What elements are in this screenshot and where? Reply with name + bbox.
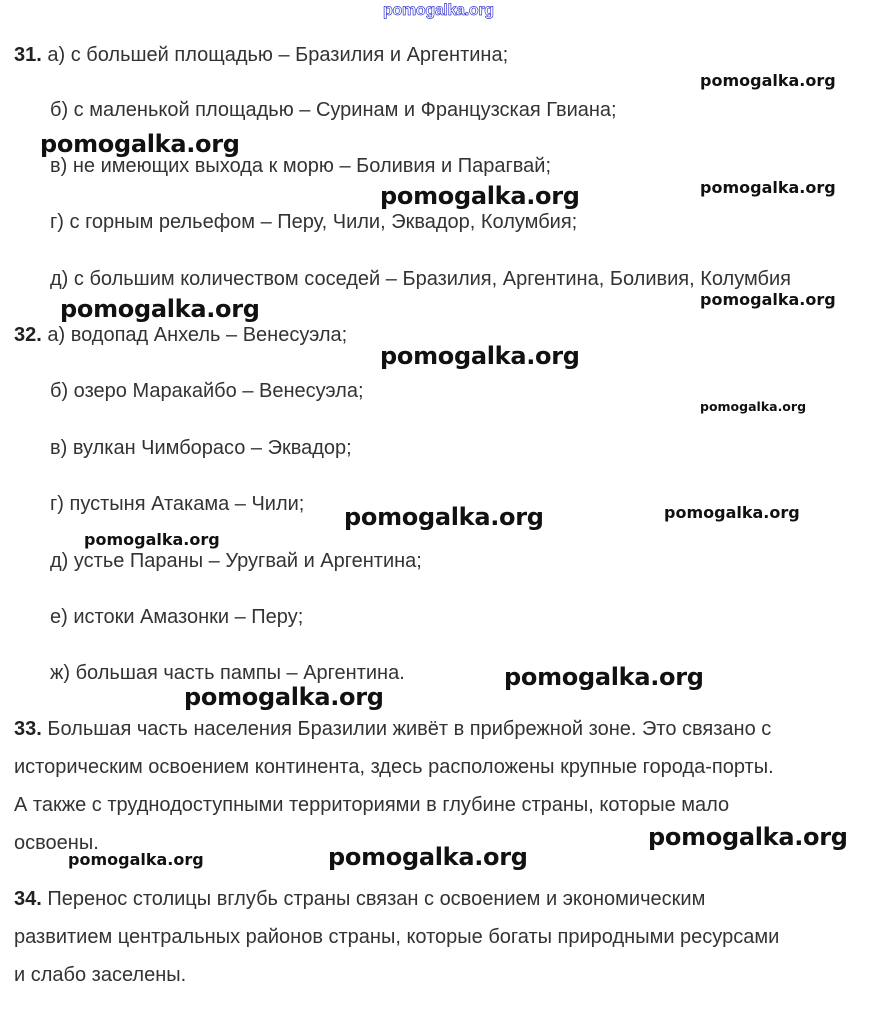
q33-line-1 [14, 717, 771, 741]
q33-line-3: А также с труднодоступными территориями в глубине страны, которые мало [14, 794, 730, 816]
watermark: pomogalka.org [68, 850, 204, 869]
watermark: pomogalka.org [700, 71, 836, 90]
q31-text-a: а) с большей площадью – Бразилия и Аргентина; [47, 44, 509, 66]
watermark: pomogalka.org [380, 182, 580, 210]
q31-item-b: б) с маленькой площадью – Суринам и Французская Гвиана; [50, 99, 617, 121]
watermark: pomogalka.org [700, 290, 836, 309]
watermark: pomogalka.org [700, 399, 807, 414]
watermark: pomogalka.org [184, 683, 384, 711]
q34-number: 34. [14, 888, 42, 910]
q32-item-e: д) устье Параны – Уругвай и Аргентина; [50, 550, 422, 572]
q32-item-d: г) пустыня Атакама – Чили; [50, 493, 305, 515]
q32-number: 32. [14, 324, 42, 346]
q33-text-1: Большая часть населения Бразилии живёт в прибрежной зоне. Это связано с [47, 718, 772, 740]
q32-item-f: е) истоки Амазонки – Перу; [50, 606, 304, 628]
watermark: pomogalka.org [328, 843, 528, 871]
watermark: pomogalka.org [344, 503, 544, 531]
header-watermark: pomogalka.org [383, 2, 494, 19]
watermark: pomogalka.org [504, 663, 704, 691]
q34-line-1 [14, 887, 705, 911]
watermark: pomogalka.org [700, 178, 836, 197]
q31-item-e: д) с большим количеством соседей – Бразилия, Аргентина, Боливия, Колумбия [50, 268, 791, 290]
q31-item-d: г) с горным рельефом – Перу, Чили, Эквадор, Колумбия; [50, 211, 578, 233]
q34-line-3: и слабо заселены. [14, 964, 187, 986]
watermark: pomogalka.org [84, 530, 220, 549]
q31-item-c: в) не имеющих выхода к морю – Боливия и Парагвай; [50, 155, 551, 177]
q31-item-a [14, 43, 508, 67]
q31-number: 31. [14, 44, 42, 66]
watermark: pomogalka.org [664, 503, 800, 522]
q33-number: 33. [14, 718, 42, 740]
q34-text-1: Перенос столицы вглубь страны связан с освоением и экономическим [47, 888, 706, 910]
q32-item-c: в) вулкан Чимборасо – Эквадор; [50, 437, 352, 459]
q33-line-4: освоены. [14, 832, 99, 854]
watermark: pomogalka.org [648, 823, 848, 851]
q33-line-2: историческим освоением континента, здесь расположены крупные города-порты. [14, 756, 774, 778]
watermark: pomogalka.org [40, 130, 240, 158]
q32-item-b: б) озеро Маракайбо – Венесуэла; [50, 380, 364, 402]
q32-text-a: а) водопад Анхель – Венесуэла; [47, 324, 348, 346]
q34-line-2: развитием центральных районов страны, которые богаты природными ресурсами [14, 926, 780, 948]
watermark: pomogalka.org [60, 295, 260, 323]
watermark: pomogalka.org [380, 342, 580, 370]
q32-item-g: ж) большая часть пампы – Аргентина. [50, 662, 405, 684]
q32-item-a [14, 323, 347, 347]
